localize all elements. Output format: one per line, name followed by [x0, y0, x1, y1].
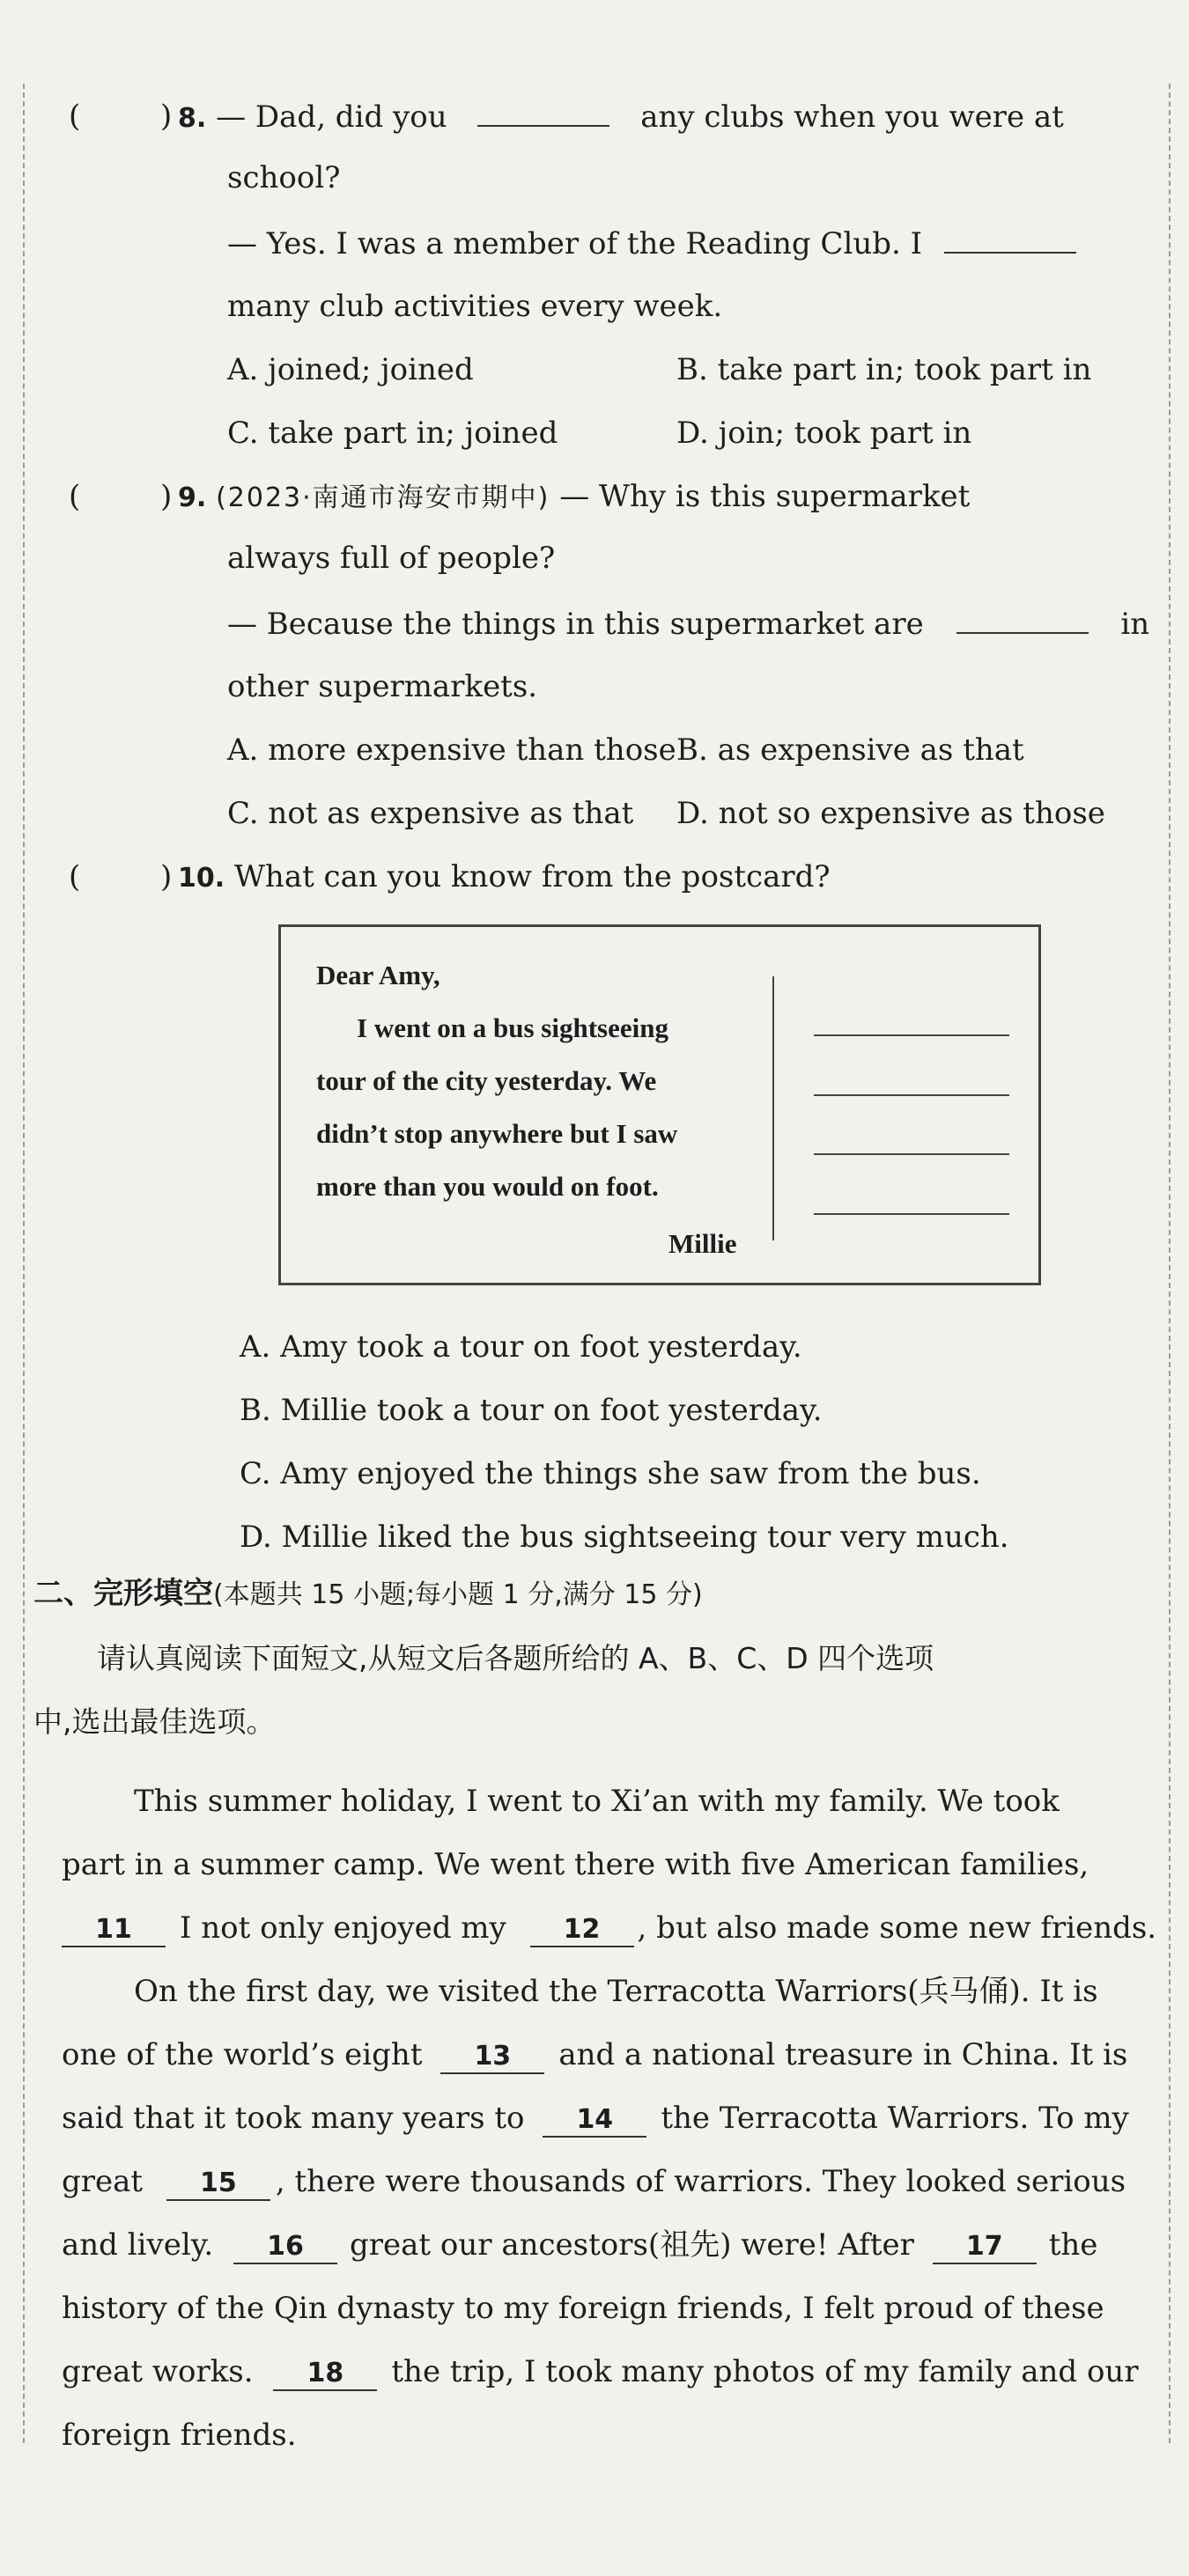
section-note: (本题共 15 小题;每小题 1 分,满分 15 分) — [213, 1579, 703, 1610]
section-instruction: 中,选出最佳选项。 — [33, 1704, 276, 1739]
passage-line — [62, 2162, 1126, 2201]
passage-line: history of the Qin dynasty to my foreign friends, I felt proud of these — [62, 2291, 1104, 2326]
cloze-blank-16[interactable]: 16 — [233, 2231, 337, 2264]
q8-option-d[interactable]: D. join; took part in — [676, 416, 972, 451]
postcard-greeting: Dear Amy, — [316, 960, 440, 990]
passage-text: and lively. — [62, 2227, 214, 2263]
postcard-line: I went on a bus sightseeing — [357, 1012, 668, 1043]
passage-line: On the first day, we visited the Terracotta Warriors(兵马俑). It is — [134, 1974, 1098, 2009]
q9-text: — Why is this supermarket — [559, 479, 971, 514]
q9-text: in — [1120, 607, 1150, 642]
q8-option-a[interactable]: A. joined; joined — [227, 352, 474, 387]
passage-line — [62, 2099, 1129, 2138]
q8-line1 — [178, 97, 1064, 138]
answer-paren-close: ) — [160, 99, 173, 134]
postcard — [278, 924, 1041, 1285]
passage-line — [62, 1909, 1156, 1947]
q8-number: 8. — [178, 103, 207, 134]
cloze-blank-18[interactable]: 18 — [273, 2358, 377, 2391]
q10-stem: What can you know from the postcard? — [233, 859, 831, 894]
postcard-address-line — [814, 1213, 1009, 1215]
right-margin-line — [1169, 84, 1171, 2443]
answer-paren-open: ( — [69, 479, 81, 514]
q9-option-d[interactable]: D. not so expensive as those — [676, 796, 1105, 831]
section-title: 二、完形填空 — [33, 1576, 213, 1611]
q8-line2: school? — [227, 160, 341, 195]
postcard-address-line — [814, 1094, 1009, 1096]
postcard-line: more than you would on foot. — [316, 1171, 659, 1202]
q8-text: any clubs when you were at — [640, 99, 1064, 135]
q9-option-b[interactable]: B. as expensive as that — [676, 732, 1024, 768]
answer-paren-open: ( — [69, 859, 81, 894]
passage-text: the Terracotta Warriors. To my — [661, 2101, 1129, 2136]
q9-line3 — [227, 604, 1149, 644]
section-heading — [33, 1574, 703, 1615]
q9-option-a[interactable]: A. more expensive than those — [227, 732, 676, 768]
cloze-blank-12[interactable]: 12 — [530, 1914, 634, 1947]
q10-option-d[interactable]: D. Millie liked the bus sightseeing tour very much. — [240, 1520, 1009, 1555]
postcard-line: didn’t stop anywhere but I saw — [316, 1118, 678, 1149]
passage-text: I not only enjoyed my — [180, 1910, 506, 1946]
q10-number: 10. — [178, 863, 225, 894]
q9-line1 — [178, 477, 970, 518]
q8-text: — Dad, did you — [216, 99, 447, 135]
cloze-blank-14[interactable]: 14 — [543, 2104, 646, 2138]
q9-text: — Because the things in this supermarket are — [227, 607, 924, 642]
postcard-address-line — [814, 1153, 1009, 1155]
left-margin-line — [23, 84, 25, 2443]
q9-blank[interactable] — [956, 604, 1089, 634]
q8-blank-1[interactable] — [477, 97, 609, 127]
q8-option-c[interactable]: C. take part in; joined — [227, 416, 558, 451]
q10-option-a[interactable]: A. Amy took a tour on foot yesterday. — [240, 1329, 802, 1365]
q8-option-b[interactable]: B. take part in; took part in — [676, 352, 1092, 387]
q8-text: — Yes. I was a member of the Reading Club. I — [227, 226, 923, 261]
cloze-blank-15[interactable]: 15 — [166, 2168, 270, 2201]
section-instruction: 请认真阅读下面短文,从短文后各题所给的 A、B、C、D 四个选项 — [97, 1641, 934, 1675]
q9-line4: other supermarkets. — [227, 669, 538, 704]
passage-text: one of the world’s eight — [62, 2037, 423, 2072]
cloze-blank-17[interactable]: 17 — [933, 2231, 1037, 2264]
q8-blank-2[interactable] — [944, 224, 1076, 254]
answer-paren-close: ) — [160, 479, 173, 514]
passage-line — [62, 2352, 1139, 2391]
q10-option-c[interactable]: C. Amy enjoyed the things she saw from the bus. — [240, 1456, 981, 1491]
passage-text: great — [62, 2164, 144, 2199]
answer-paren-open: ( — [69, 99, 81, 134]
passage-line: part in a summer camp. We went there with five American families, — [62, 1847, 1089, 1882]
passage-line — [62, 2035, 1127, 2074]
passage-text: the — [1048, 2227, 1098, 2263]
postcard-address-line — [814, 1034, 1009, 1036]
passage-line: This summer holiday, I went to Xi’an with my family. We took — [134, 1784, 1060, 1819]
postcard-signature: Millie — [668, 1228, 737, 1259]
answer-paren-close: ) — [160, 859, 173, 894]
passage-text: , there were thousands of warriors. They looked serious — [275, 2164, 1126, 2199]
cloze-blank-13[interactable]: 13 — [440, 2041, 544, 2074]
q9-line2: always full of people? — [227, 541, 556, 576]
passage-text: the trip, I took many photos of my family and our — [391, 2354, 1139, 2389]
q8-line3 — [227, 224, 1076, 263]
passage-line: foreign friends. — [62, 2418, 297, 2453]
passage-text: said that it took many years to — [62, 2101, 525, 2136]
postcard-line: tour of the city yesterday. We — [316, 1065, 657, 1096]
cloze-blank-11[interactable]: 11 — [62, 1914, 166, 1947]
passage-text: great our ancestors(祖先) were! After — [350, 2227, 914, 2263]
q9-number: 9. — [178, 482, 207, 513]
q10-option-b[interactable]: B. Millie took a tour on foot yesterday. — [240, 1393, 823, 1428]
q9-option-c[interactable]: C. not as expensive as that — [227, 796, 634, 831]
q8-line4: many club activities every week. — [227, 289, 723, 324]
passage-text: , but also made some new friends. — [637, 1910, 1157, 1946]
passage-text: and a national treasure in China. It is — [558, 2037, 1128, 2072]
postcard-divider — [772, 976, 774, 1240]
q10-line1 — [178, 857, 831, 898]
passage-line — [62, 2226, 1097, 2264]
q9-source: (2023·南通市海安市期中) — [216, 482, 550, 513]
passage-text: great works. — [62, 2354, 254, 2389]
